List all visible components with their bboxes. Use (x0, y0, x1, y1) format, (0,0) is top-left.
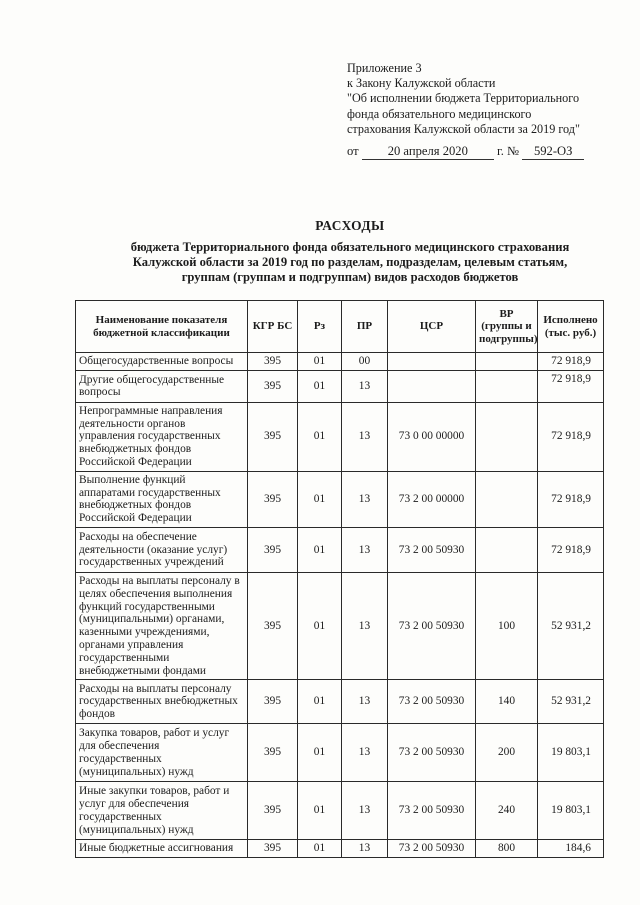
cell-amount: 52 931,2 (538, 572, 604, 679)
cell-pr: 13 (342, 782, 388, 840)
cell-amount: 72 918,9 (538, 402, 604, 471)
cell-pr: 13 (342, 840, 388, 858)
cell-csr: 73 2 00 00000 (388, 471, 476, 527)
cell-rz: 01 (298, 782, 342, 840)
header-name: Наименование показателя бюджетной классификации (76, 301, 248, 353)
title-main: РАСХОДЫ (315, 218, 385, 233)
cell-csr: 73 2 00 50930 (388, 527, 476, 572)
cell-name: Расходы на выплаты персоналу государственных внебюджетных фондов (76, 680, 248, 724)
cell-kgrbs: 395 (248, 370, 298, 402)
cell-vr: 100 (476, 572, 538, 679)
cell-rz: 01 (298, 840, 342, 858)
table-row (76, 353, 604, 371)
cell-kgrbs: 395 (248, 527, 298, 572)
table-row (76, 572, 604, 679)
cell-name: Иные закупки товаров, работ и услуг для обеспечения государственных (муниципальных) нужд (76, 782, 248, 840)
cell-pr: 00 (342, 353, 388, 371)
cell-kgrbs: 395 (248, 840, 298, 858)
cell-amount: 72 918,9 (538, 471, 604, 527)
cell-kgrbs: 395 (248, 471, 298, 527)
cell-kgrbs: 395 (248, 782, 298, 840)
header-kgrbs: КГР БС (248, 301, 298, 353)
appendix-line: к Закону Калужской области (347, 76, 496, 91)
cell-amount: 19 803,1 (538, 724, 604, 782)
cell-kgrbs: 395 (248, 572, 298, 679)
cell-amount: 72 918,9 (538, 353, 604, 371)
cell-vr: 200 (476, 724, 538, 782)
cell-name: Расходы на обеспечение деятельности (оказание услуг) государственных учреждений (76, 527, 248, 572)
cell-name: Общегосударственные вопросы (76, 353, 248, 371)
law-date: 20 апреля 2020 (362, 143, 494, 160)
cell-name: Непрограммные направления деятельности органов управления государственных внебюджетных фондов Российской Федерации (76, 402, 248, 471)
table-row (76, 402, 604, 471)
header-amount: Исполнено (тыс. руб.) (538, 301, 604, 353)
title-sub-line: бюджета Территориального фонда обязательного медицинского страхования (130, 240, 570, 254)
cell-csr: 73 2 00 50930 (388, 840, 476, 858)
header-pr: ПР (342, 301, 388, 353)
cell-rz: 01 (298, 370, 342, 402)
cell-kgrbs: 395 (248, 724, 298, 782)
cell-csr: 73 2 00 50930 (388, 572, 476, 679)
header-csr: ЦСР (388, 301, 476, 353)
cell-pr: 13 (342, 471, 388, 527)
cell-pr: 13 (342, 680, 388, 724)
header-vr: ВР (группы и подгруппы) (476, 301, 538, 353)
cell-rz: 01 (298, 527, 342, 572)
table-row (76, 370, 604, 402)
cell-amount: 52 931,2 (538, 680, 604, 724)
cell-kgrbs: 395 (248, 680, 298, 724)
table-row (76, 840, 604, 858)
cell-rz: 01 (298, 572, 342, 679)
law-number: 592-ОЗ (522, 143, 584, 160)
document-title (60, 218, 640, 284)
cell-amount: 184,6 (538, 840, 604, 858)
appendix-line: страхования Калужской области за 2019 год" (347, 121, 580, 136)
appendix-line: "Об исполнении бюджета Территориального (347, 91, 580, 106)
cell-rz: 01 (298, 353, 342, 371)
table-row (76, 724, 604, 782)
cell-rz: 01 (298, 724, 342, 782)
cell-vr: 140 (476, 680, 538, 724)
cell-vr (476, 471, 538, 527)
cell-name: Выполнение функций аппаратами государственных внебюджетных фондов Российской Федерации (76, 471, 248, 527)
table-header-row (76, 301, 604, 353)
cell-kgrbs: 395 (248, 402, 298, 471)
cell-vr: 240 (476, 782, 538, 840)
cell-csr: 73 2 00 50930 (388, 724, 476, 782)
cell-name: Иные бюджетные ассигнования (76, 840, 248, 858)
cell-pr: 13 (342, 402, 388, 471)
table-row (76, 527, 604, 572)
cell-vr: 800 (476, 840, 538, 858)
table-row (76, 782, 604, 840)
cell-amount: 72 918,9 (538, 370, 604, 402)
law-date-number (347, 143, 617, 160)
cell-csr (388, 353, 476, 371)
cell-pr: 13 (342, 572, 388, 679)
cell-rz: 01 (298, 471, 342, 527)
expenditure-table (75, 300, 604, 858)
cell-name: Закупка товаров, работ и услуг для обеспечения государственных (муниципальных) нужд (76, 724, 248, 782)
cell-csr: 73 2 00 50930 (388, 782, 476, 840)
cell-pr: 13 (342, 527, 388, 572)
cell-csr: 73 0 00 00000 (388, 402, 476, 471)
cell-vr (476, 353, 538, 371)
appendix-line: фонда обязательного медицинского (347, 106, 532, 121)
cell-pr: 13 (342, 370, 388, 402)
cell-pr: 13 (342, 724, 388, 782)
cell-kgrbs: 395 (248, 353, 298, 371)
table-row (76, 680, 604, 724)
header-rz: Рз (298, 301, 342, 353)
cell-amount: 19 803,1 (538, 782, 604, 840)
cell-csr (388, 370, 476, 402)
title-sub-line: Калужской области за 2019 год по разделам, подразделам, целевым статьям, (132, 254, 568, 269)
cell-csr: 73 2 00 50930 (388, 680, 476, 724)
cell-amount: 72 918,9 (538, 527, 604, 572)
title-sub-line: группам (группам и подгруппам) видов расходов бюджетов (181, 269, 519, 284)
table-row (76, 471, 604, 527)
cell-name: Другие общегосударственные вопросы (76, 370, 248, 402)
appendix-header (347, 61, 607, 137)
cell-vr (476, 527, 538, 572)
year-suffix: г. (496, 144, 504, 158)
cell-name: Расходы на выплаты персоналу в целях обеспечения выполнения функций государственными (муниципальными) органами, казенными учреждениями, органами управления государственными внебюджетными фондами (76, 572, 248, 679)
cell-vr (476, 370, 538, 402)
cell-rz: 01 (298, 680, 342, 724)
from-label: от (347, 144, 359, 158)
cell-rz: 01 (298, 402, 342, 471)
number-label: № (507, 144, 520, 158)
cell-vr (476, 402, 538, 471)
appendix-line: Приложение 3 (347, 61, 422, 75)
